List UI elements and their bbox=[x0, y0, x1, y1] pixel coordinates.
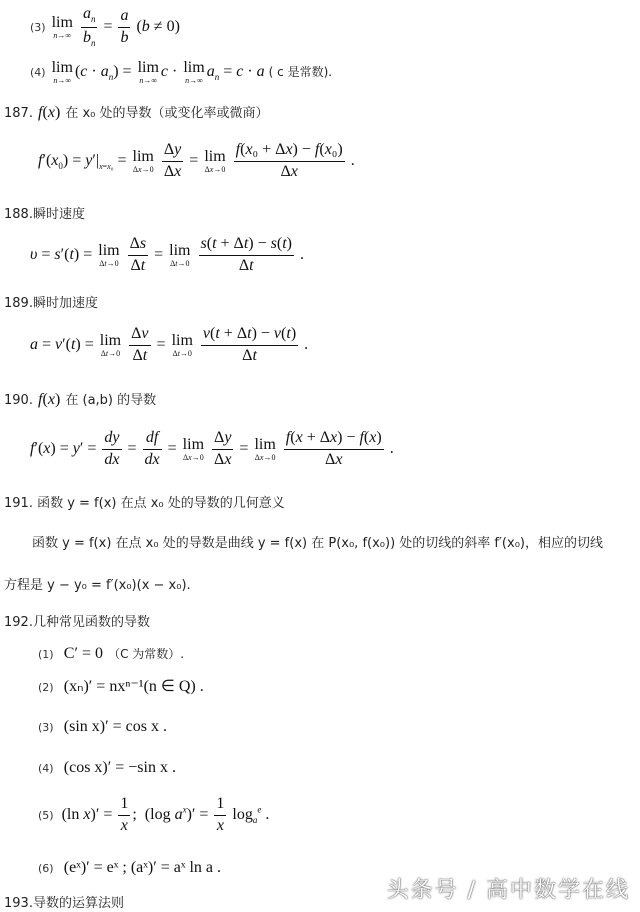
constant-note: ( c 是常数). bbox=[268, 65, 333, 80]
section-192-title: 192.几种常见函数的导数 bbox=[4, 615, 150, 630]
derivative-item-3: (3) (sin x)′ = cos x . bbox=[38, 718, 167, 735]
derivative-item-6: (6) (eˣ)′ = eˣ ; (aˣ)′ = aˣ ln a . bbox=[38, 859, 222, 876]
section-187-title: 187. f(x) 在 x₀ 处的导数（或变化率或微商） bbox=[4, 104, 269, 121]
section-189-title: 189.瞬时加速度 bbox=[4, 296, 98, 311]
derivative-item-2: (2) (xₙ)′ = nxⁿ⁻¹(n ∈ Q) . bbox=[38, 678, 204, 695]
section-191-body-line2: 方程是 y − y₀ = f′(x₀)(x − x₀). bbox=[4, 578, 191, 593]
item-number: (4) bbox=[30, 66, 46, 80]
instant-acceleration-formula: a = v′(t) = lim Δt→0 $\frac{\Delta v}{\Delta t}$ = lim Δt→0 $\frac{v(t + \Delta t) - v(t)}{\Delta t}$ . bbox=[30, 325, 309, 364]
section-190-title: 190. f(x) 在 (a,b) 的导数 bbox=[4, 391, 157, 408]
derivative-item-1: (1) C′ = 0 （C 为常数）. bbox=[38, 645, 185, 662]
section-188-title: 188.瞬时速度 bbox=[4, 207, 85, 222]
derivative-definition-formula: $f'(x_0) = y'|_{x=x_0}$ = lim Δx→0 $\frac{\Delta y}{\Delta x}$ = lim Δx→0 $\frac{\text{f(x₀ + Δx) − f(x₀)}}{\Delta x}$ . bbox=[38, 141, 355, 180]
section-191-body-line1: 函数 y = f(x) 在点 x₀ 处的导数是曲线 y = f(x) 在 P(x₀, f(x₀)) 处的切线的斜率 f′(x₀)，相应的切线 bbox=[32, 536, 603, 551]
interval-derivative-formula: f′(x) = y′ = $\frac{dy}{dx}$ = $\frac{df}{dx}$ = lim Δx→0 $\frac{\Delta y}{\Delta x}$ = lim Δx→0 $\frac{f(x + \Delta x) - f(x)}{\Delta x}$ . bbox=[30, 429, 394, 468]
derivative-item-5: (5) (ln x)′ = $\frac{1}{x}$ ; (log $a^x)'$ = $\frac{1}{x}$ $\log_a^e$ . bbox=[38, 795, 270, 834]
limit-rule-4: (4) lim n→∞ $(c \cdot a_n)$ = lim n→∞ c · lim n→∞ $a_n = c \cdot a$ ( c 是常数). bbox=[30, 59, 333, 85]
item-number: (3) bbox=[30, 20, 46, 34]
derivative-item-4: (4) (cos x)′ = −sin x . bbox=[38, 759, 176, 776]
section-191-title: 191. 函数 y = f(x) 在点 x₀ 处的导数的几何意义 bbox=[4, 496, 285, 511]
limit-rule-3: (3) lim n→∞ $\frac{a_n}{b_n}$ = $\frac{a}{b}$ (b ≠ 0) bbox=[30, 5, 180, 48]
source-watermark: 头条号 / 高中数学在线 bbox=[386, 878, 630, 903]
instant-velocity-formula: υ = s′(t) = lim Δt→0 $\frac{\Delta s}{\Delta t}$ = lim Δt→0 $\frac{s(t + \Delta t) - s(t)}{\Delta t}$ . bbox=[30, 235, 304, 274]
section-193-title: 193.导数的运算法则 bbox=[4, 896, 124, 911]
